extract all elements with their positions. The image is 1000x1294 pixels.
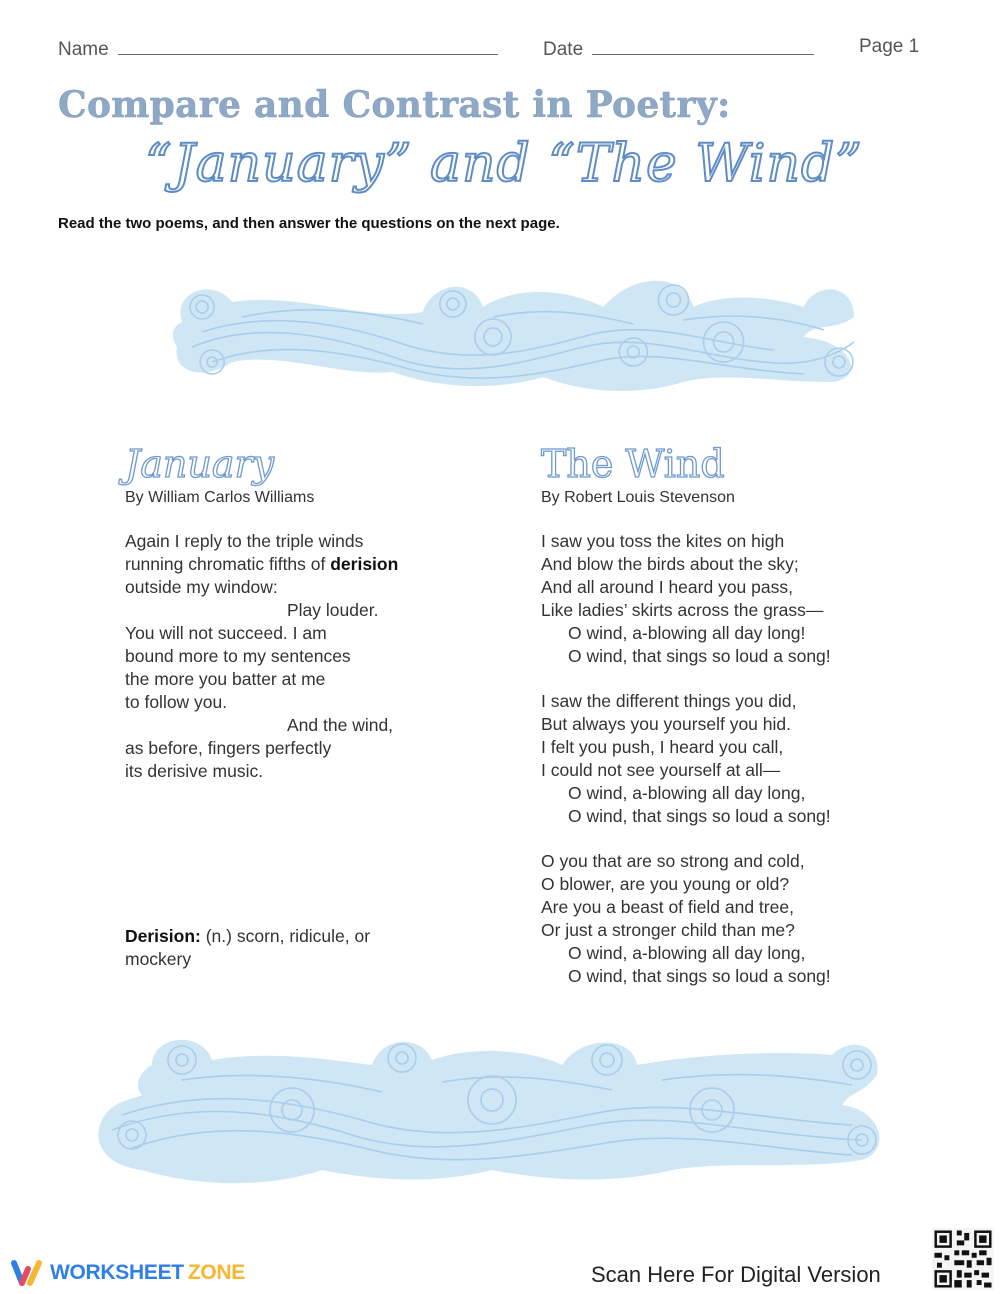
name-label: Name: [58, 39, 109, 60]
poem-stanza-3: [541, 850, 921, 988]
poem-refrain-line: O wind, a-blowing all day long,: [568, 783, 806, 803]
poem-january: [125, 442, 485, 783]
poem-line: I felt you push, I heard you call,: [541, 737, 784, 757]
date-blank-line: [592, 36, 814, 55]
poem-line: Or just a stronger child than me?: [541, 920, 795, 940]
poem-line: the more you batter at me: [125, 669, 326, 689]
poem-line: And the wind,: [287, 715, 394, 735]
qr-code-icon[interactable]: [932, 1228, 994, 1290]
worksheetzone-logo[interactable]: [10, 1258, 245, 1288]
poem-line: Like ladies’ skirts across the grass—: [541, 600, 824, 620]
worksheet-title: Compare and Contrast in Poetry:: [58, 84, 731, 126]
poem-author-the-wind: By Robert Louis Stevenson: [541, 489, 735, 506]
scan-instruction: Scan Here For Digital Version: [591, 1262, 881, 1287]
poem-line: O you that are so strong and cold,: [541, 851, 805, 871]
name-field[interactable]: [58, 36, 498, 61]
poem-line: I could not see yourself at all—: [541, 760, 781, 780]
poem-title-the-wind: The Wind: [541, 442, 725, 486]
poem-stanza-1: [541, 530, 921, 668]
poem-line: I saw you toss the kites on high: [541, 531, 785, 551]
definition-text: (n.) scorn, ridicule, or mockery: [125, 926, 371, 969]
definition-term: Derision:: [125, 926, 201, 946]
poem-refrain-line: O wind, that sings so loud a song!: [568, 646, 831, 666]
poem-line: bound more to my sentences: [125, 646, 351, 666]
poem-line: But always you yourself you hid.: [541, 714, 791, 734]
poem-line: Play louder.: [287, 600, 379, 620]
poem-line: to follow you.: [125, 692, 228, 712]
poem-line: O blower, are you young or old?: [541, 874, 790, 894]
poem-stanza: [125, 530, 485, 783]
poem-line: Again I reply to the triple winds: [125, 531, 364, 551]
name-blank-line: [118, 36, 498, 55]
vocab-word-derision: derision: [330, 554, 399, 574]
date-field[interactable]: [543, 36, 814, 61]
poem-line: as before, fingers perfectly: [125, 738, 332, 758]
wave-decoration-bottom: [92, 1020, 892, 1195]
poem-line: I saw the different things you did,: [541, 691, 797, 711]
poem-title-january: January: [125, 442, 275, 486]
poem-line: You will not succeed. I am: [125, 623, 327, 643]
poem-line-text: running chromatic fifths of: [125, 554, 331, 574]
poem-refrain-line: O wind, a-blowing all day long!: [568, 623, 806, 643]
poem-line: And blow the birds about the sky;: [541, 554, 799, 574]
poem-refrain-line: O wind, that sings so loud a song!: [568, 966, 831, 986]
wave-decoration-top: [162, 262, 864, 412]
poem-refrain-line: O wind, that sings so loud a song!: [568, 806, 831, 826]
poem-author-january: By William Carlos Williams: [125, 489, 315, 506]
poem-line: [125, 553, 485, 576]
worksheetzone-logo-icon: [10, 1259, 44, 1287]
worksheet-subtitle: “January” and “The Wind”: [145, 134, 863, 194]
vocab-definition: [125, 925, 425, 971]
header-row: [58, 36, 922, 62]
poem-line: Are you a beast of field and tree,: [541, 897, 794, 917]
date-label: Date: [543, 39, 584, 60]
poem-the-wind: [541, 442, 921, 988]
logo-text-worksheet: WORKSHEET: [50, 1261, 184, 1284]
poem-refrain-line: O wind, a-blowing all day long,: [568, 943, 806, 963]
poem-stanza-2: [541, 690, 921, 828]
logo-text-zone: ZONE: [187, 1261, 245, 1284]
poem-line: outside my window:: [125, 577, 278, 597]
page-number: Page 1: [859, 36, 920, 57]
poem-line: And all around I heard you pass,: [541, 577, 793, 597]
instructions: Read the two poems, and then answer the questions on the next page.: [58, 215, 560, 232]
poem-line: its derisive music.: [125, 761, 264, 781]
